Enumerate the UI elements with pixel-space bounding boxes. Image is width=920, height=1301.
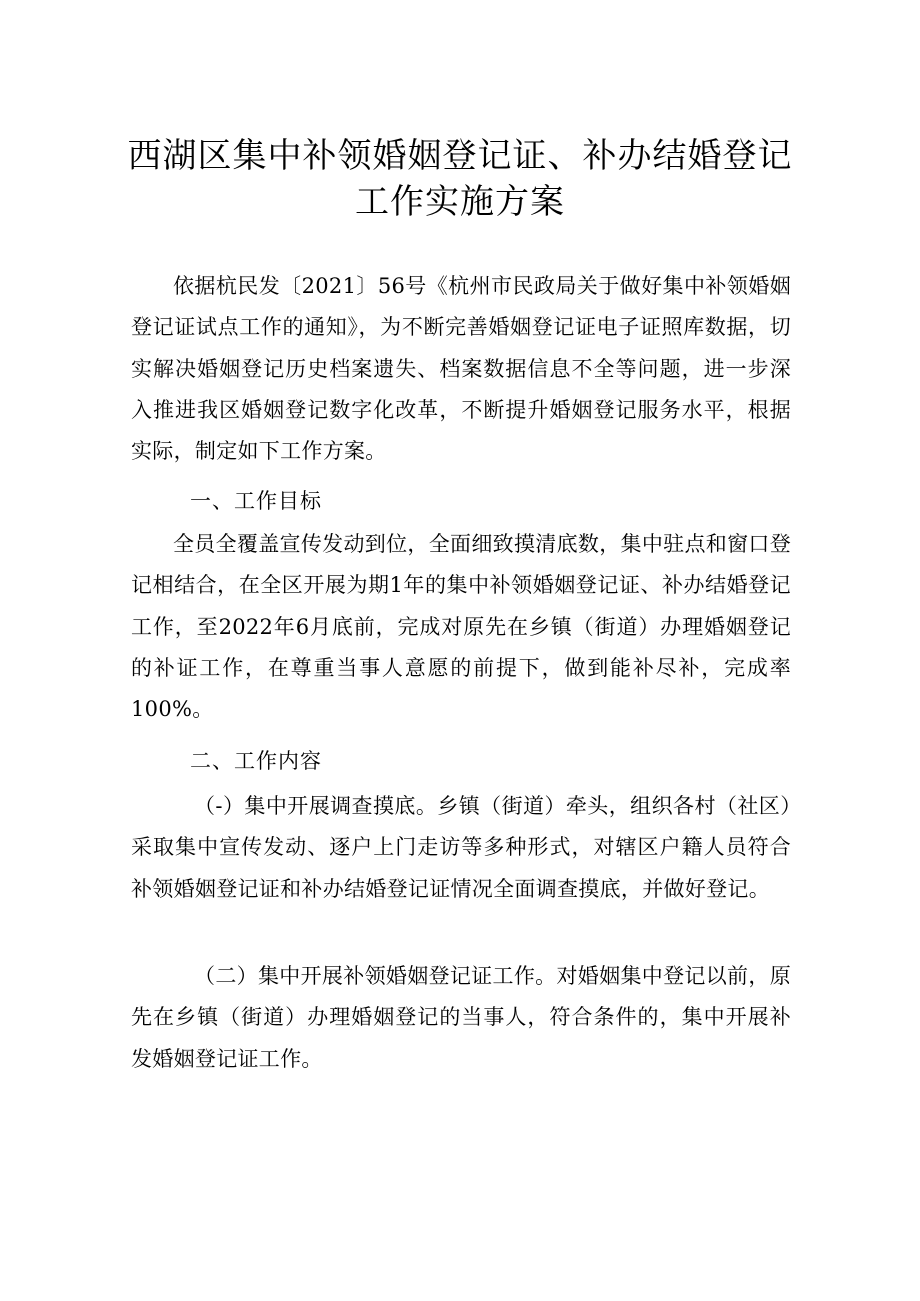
document-title-line2: 工作实施方案 (355, 182, 565, 222)
section2-heading: 二、工作内容 (190, 749, 322, 773)
section1-heading: 一、工作目标 (190, 489, 322, 513)
intro-paragraph: 依据杭民发〔2021〕56号《杭州市民政局关于做好集中补领婚姻登记证试点工作的通知》，为不断完善婚姻登记证电子证照库数据，切实解决婚姻登记历史档案遗失、档案数据信息不全等问题，进一步深入推进我区婚姻登记数字化改革，不断提升婚姻登记服务水平，根据实际，制定如下工作方案。 (131, 274, 791, 464)
document-title-line1: 西湖区集中补领婚姻登记证、补办结婚登记 (127, 136, 793, 176)
section2-item2: （二）集中开展补领婚姻登记证工作。对婚姻集中登记以前，原先在乡镇（街道）办理婚姻登记的当事人，符合条件的，集中开展补发婚姻登记证工作。 (131, 964, 791, 1071)
section2-item1: （-）集中开展调查摸底。乡镇（街道）牵头，组织各村（社区）采取集中宣传发动、逐户上门走访等多种形式，对辖区户籍人员符合补领婚姻登记证和补办结婚登记证情况全面调查摸底，并做好登记。 (131, 794, 791, 901)
section1-body: 全员全覆盖宣传发动到位，全面细致摸清底数，集中驻点和窗口登记相结合，在全区开展为期1年的集中补领婚姻登记证、补办结婚登记工作，至2022年6月底前，完成对原先在乡镇（街道）办理婚姻登记的补证工作，在尊重当事人意愿的前提下，做到能补尽补，完成率100%。 (131, 532, 791, 722)
